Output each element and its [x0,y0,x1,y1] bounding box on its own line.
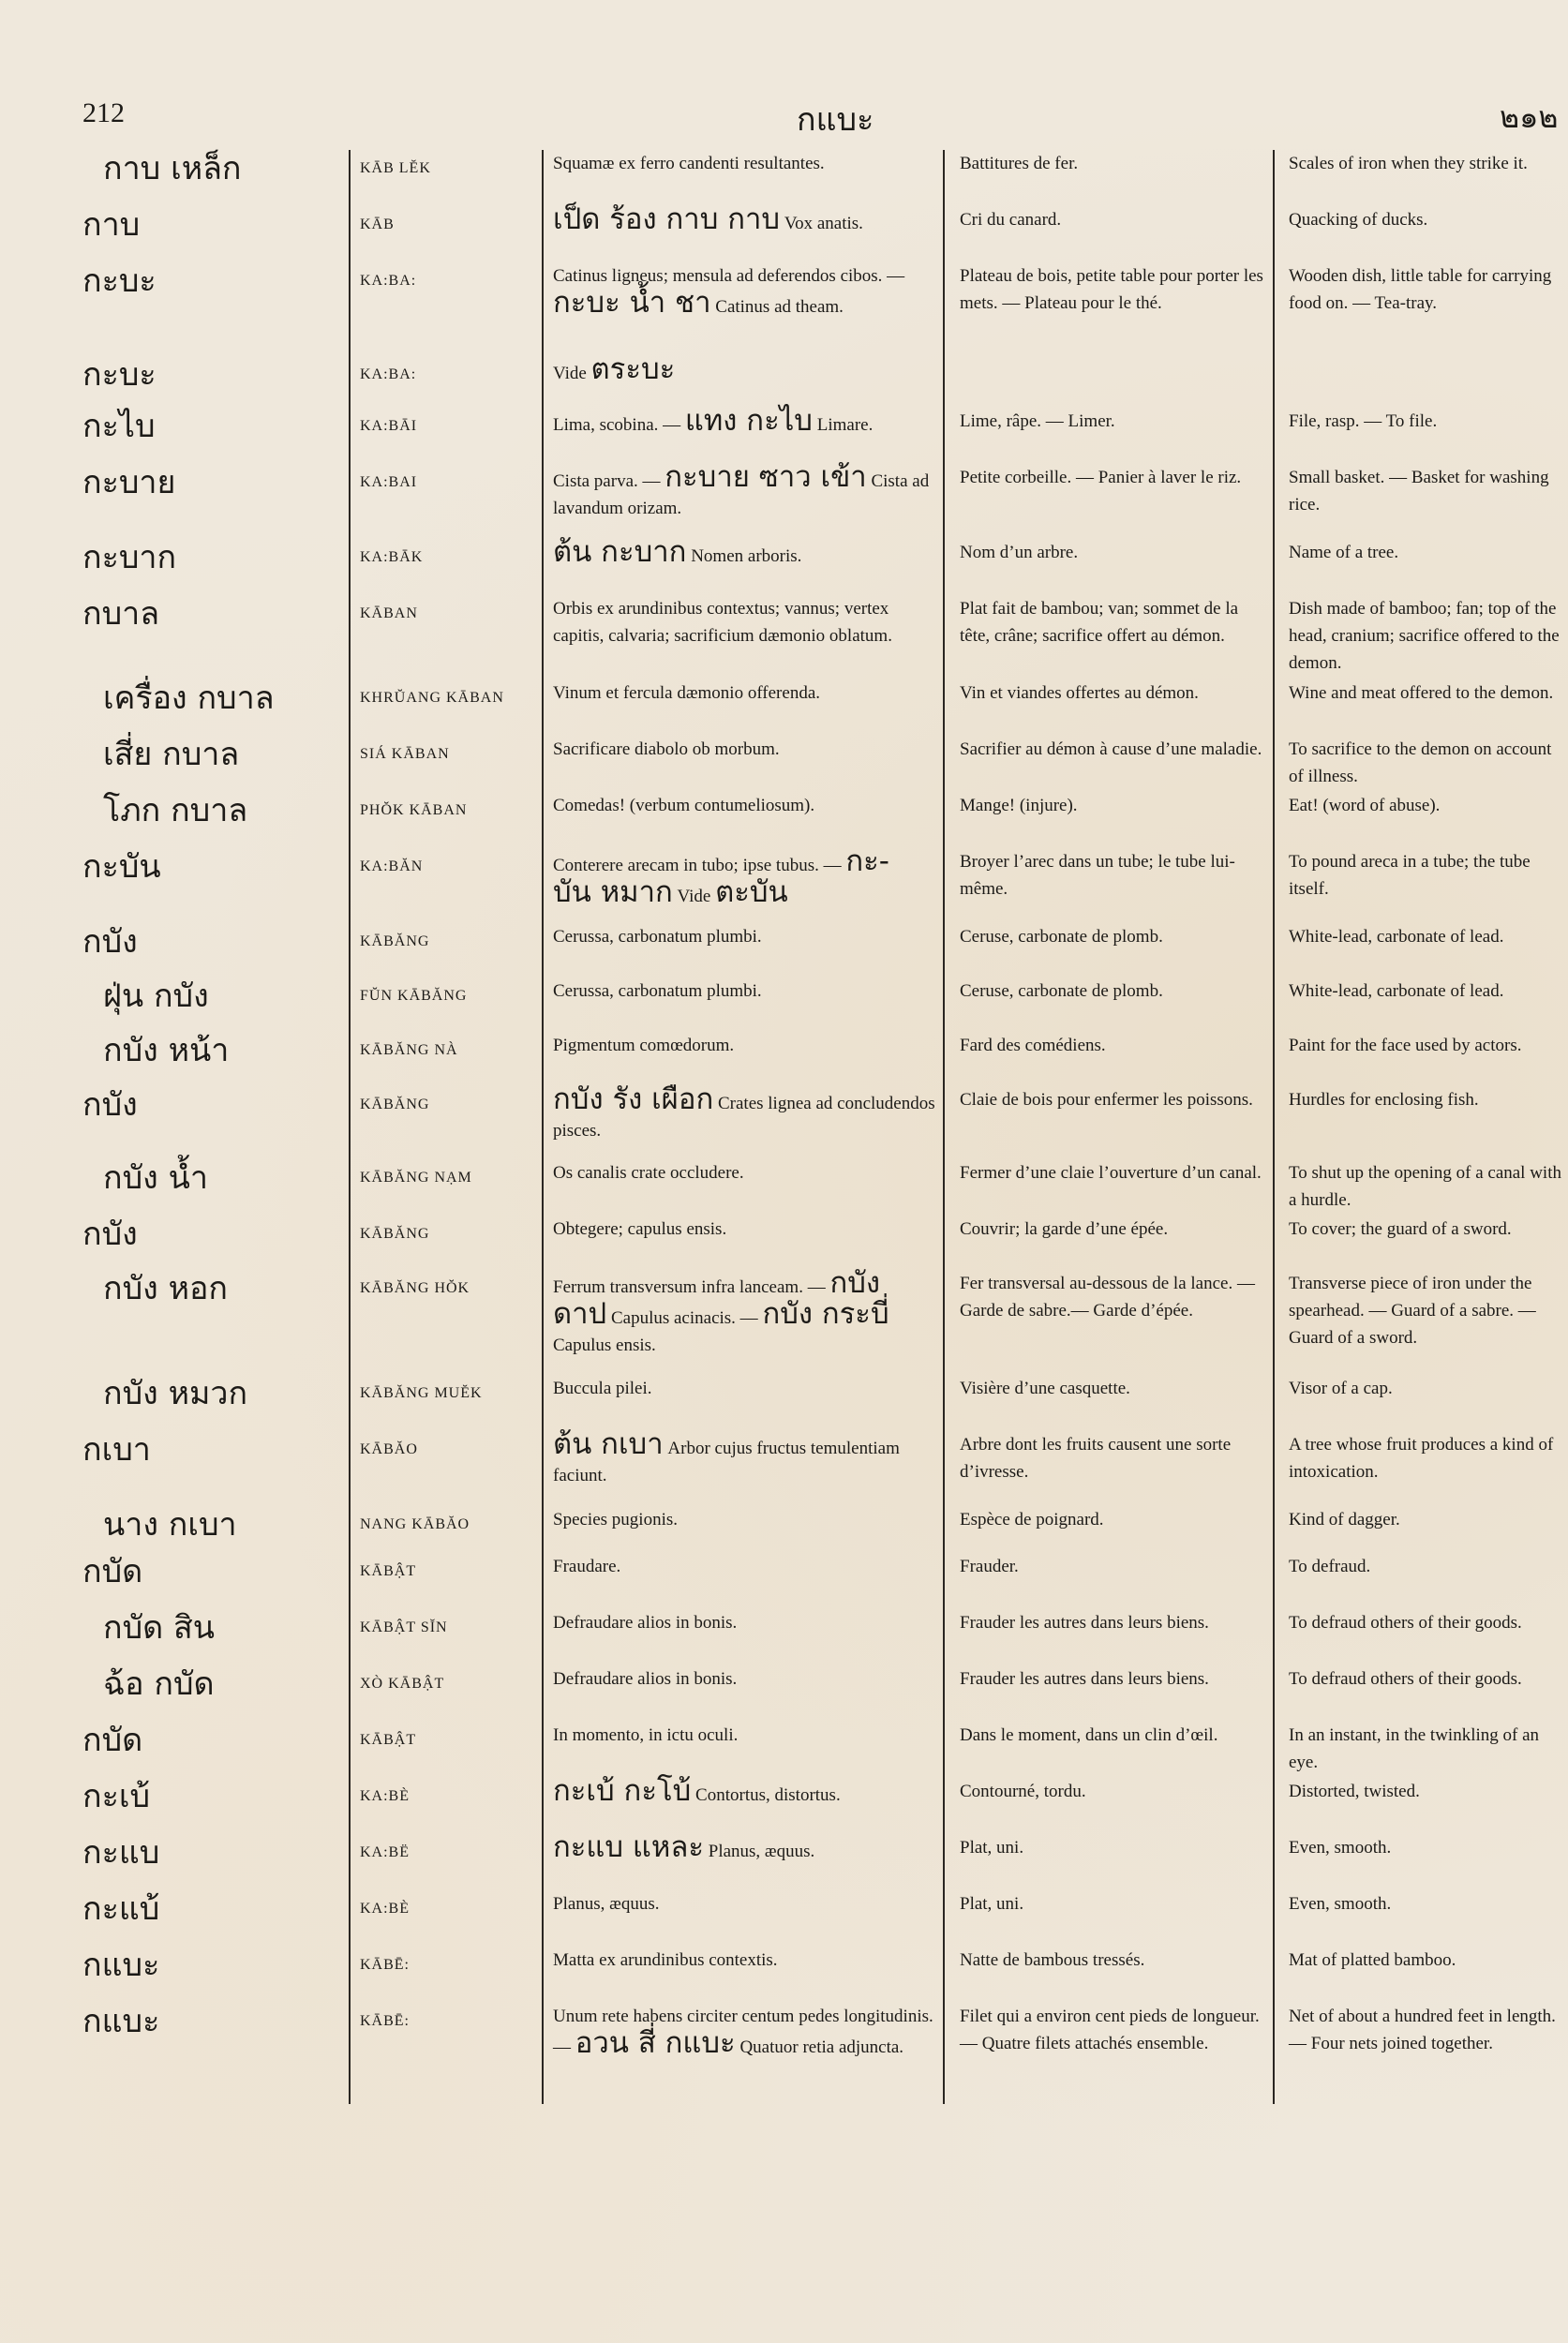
thai-headword: เสี่ย กบาล [103,736,240,773]
french-definition: Petite corbeille. — Panier à laver le riz. [960,468,1242,487]
inline-thai: กบัง กระบี่ [762,1297,889,1331]
thai-headword: กบัด [82,1722,143,1759]
latin-definition [553,679,939,707]
transliteration: KĀBĒ: [360,2013,410,2029]
french-definition: Dans le moment, dans un clin d’œil. [960,1725,1218,1745]
latin-text: Comedas! (verbum contumeliosum). [553,796,815,815]
latin-text: Limare. [816,415,874,435]
latin-definition [553,2003,939,2061]
thai-headword: กาบ [82,206,141,244]
latin-text: Cista ad lavandum orizam. [553,471,930,518]
french-definition: Plateau de bois, petite table pour porter les mets. — Plateau pour le thé. [960,266,1263,313]
french-definition: Visière d’une casquette. [960,1379,1130,1398]
french-definition: Plat, uni. [960,1838,1024,1858]
latin-text: Conterere arecam in tubo; ipse tubus. — [553,856,842,875]
inline-thai: กะบาย ซาว เข้า [665,460,867,494]
inline-thai: กะเบ้ กะโบ้ [553,1774,692,1808]
thai-headword: ฝุ่น กบัง [103,977,209,1015]
english-definition: Wooden dish, little table for carrying food on. — Tea-tray. [1289,266,1552,313]
latin-text: Obtegere; capulus ensis. [553,1219,727,1239]
english-definition: To sacrifice to the demon on account of illness. [1289,739,1552,786]
french-definition: Couvrir; la garde d’une épée. [960,1219,1169,1239]
latin-definition [553,1609,939,1636]
latin-definition [553,1774,939,1809]
latin-definition [553,352,939,387]
transliteration: KĀBĂNG HŎK [360,1280,470,1296]
latin-text: Cista parva. — [553,471,661,491]
english-definition: Paint for the face used by actors. [1289,1036,1522,1055]
french-definition: Contourné, tordu. [960,1782,1086,1801]
transliteration: XÒ KĀBẬT [360,1676,445,1692]
latin-text: Matta ex arundinibus contextis. [553,1950,778,1970]
latin-definition [553,595,939,649]
latin-text: Cerussa, carbonatum plumbi. [553,927,762,947]
inline-thai: แทง กะไบ [684,404,813,438]
transliteration: KĀBĂNG [360,1097,430,1112]
latin-text: Nomen arboris. [691,546,802,566]
latin-definition [553,1216,939,1243]
thai-headword: กะแบ้ [82,1890,160,1928]
transliteration: KĀBĂNG NẠM [360,1170,472,1186]
transliteration: KA:BË [360,1844,410,1860]
inline-thai: เป็ด ร้อง กาบ กาบ [553,202,781,236]
french-definition: Frauder les autres dans leurs biens. [960,1669,1209,1689]
transliteration: PHŎK KĀBAN [360,802,468,818]
english-definition: To cover; the guard of a sword. [1289,1219,1512,1239]
inline-thai: ตระบะ [590,352,676,386]
transliteration: KĀBĂNG [360,933,430,949]
latin-text: Pigmentum comœdorum. [553,1036,735,1055]
thai-headword: กแบะ [82,1947,160,1984]
french-definition: Sacrifier au démon à cause d’une maladie. [960,739,1262,759]
english-definition: A tree whose fruit produces a kind of intoxication. [1289,1435,1554,1482]
french-definition: Fermer d’une claie l’ouverture d’un canal. [960,1163,1262,1183]
english-definition: Hurdles for enclosing fish. [1289,1090,1479,1110]
latin-definition [553,1375,939,1402]
french-definition: Vin et viandes offertes au démon. [960,683,1199,703]
latin-text: Defraudare alios in bonis. [553,1613,738,1633]
english-definition: Even, smooth. [1289,1894,1392,1914]
transliteration: KĀBĂNG NÀ [360,1042,458,1058]
french-definition: Cri du canard. [960,210,1062,230]
thai-headword: กบัง [82,1086,138,1124]
transliteration: KĀBĂNG MUĔK [360,1385,483,1401]
latin-text: Species pugionis. [553,1510,678,1530]
latin-definition [553,736,939,763]
latin-text: Ferrum transversum infra lanceam. — [553,1277,826,1297]
french-definition: Arbre dont les fruits causent une sorte d’ivresse. [960,1435,1232,1482]
transliteration: KĀBĒ: [360,1957,410,1973]
french-definition: Plat, uni. [960,1894,1024,1914]
english-definition: Even, smooth. [1289,1838,1392,1858]
latin-definition [553,1830,939,1865]
transliteration: KĀBẬT SĬN [360,1619,448,1635]
inline-thai: อวน สี่ กแบะ [575,2026,736,2060]
inline-thai: ต้น กะบาก [553,535,687,569]
inline-thai: กบัง รัง เผือก [553,1082,714,1116]
english-definition: Quacking of ducks. [1289,210,1428,230]
transliteration: KA:BAI [360,474,418,490]
thai-headword: กะไบ [82,408,156,445]
transliteration: KĀBẬT [360,1563,417,1579]
english-definition: Name of a tree. [1289,543,1399,562]
english-definition: Small basket. — Basket for washing rice. [1289,468,1549,515]
latin-text: Catinus ligneus; mensula ad deferendos cibos. — [553,266,905,286]
page-number-left: 212 [82,97,125,128]
latin-text: Sacrificare diabolo ob morbum. [553,739,780,759]
english-definition: Eat! (word of abuse). [1289,796,1441,815]
english-definition: Visor of a cap. [1289,1379,1393,1398]
thai-headword: กแบะ [82,2003,160,2040]
inline-thai: กะบะ น้ำ ชา [553,286,711,320]
latin-definition [553,262,939,321]
latin-text: Capulus ensis. [553,1336,656,1355]
french-definition: Plat fait de bambou; van; sommet de la tête, crâne; sacrifice offert au démon. [960,599,1239,646]
latin-text: Catinus ad theam. [715,297,844,317]
latin-definition [553,1032,939,1059]
latin-definition [553,1553,939,1580]
latin-definition [553,1082,939,1144]
running-head: กแบะ [797,101,874,139]
transliteration: NANG KĀBĂO [360,1516,470,1532]
inline-thai: กะแบ แหละ [553,1830,704,1864]
thai-headword: โภก กบาล [103,792,248,829]
inline-thai: กะ- [845,844,889,878]
latin-text: Buccula pilei. [553,1379,652,1398]
latin-text: Os canalis crate occludere. [553,1163,744,1183]
english-definition: Kind of dagger. [1289,1510,1400,1530]
transliteration: FŬN KĀBĂNG [360,988,468,1004]
thai-headword: กบาล [82,595,160,633]
transliteration: KĀBẬT [360,1732,417,1748]
latin-definition [553,1427,939,1489]
english-definition: File, rasp. — To file. [1289,411,1438,431]
latin-text: Planus, æquus. [553,1894,660,1914]
french-definition: Frauder. [960,1557,1019,1576]
latin-text: Vide [677,887,711,906]
latin-text: Vide [553,364,587,383]
thai-headword: กะบะ [82,262,157,300]
inline-thai: ดาป [553,1297,607,1331]
thai-headword: กะบะ [82,356,157,394]
thai-headword: กบัง น้ำ [103,1159,208,1197]
english-definition: To defraud others of their goods. [1289,1669,1522,1689]
transliteration: KA:BĀI [360,418,418,434]
french-definition: Fard des comédiens. [960,1036,1106,1055]
thai-headword: ฉ้อ กบัด [103,1665,215,1703]
latin-definition [553,1947,939,1974]
french-definition: Fer transversal au-dessous de la lance. — Garde de sabre.— Garde d’épée. [960,1274,1255,1321]
latin-text: Planus, æquus. [708,1842,815,1861]
latin-text: Fraudare. [553,1557,621,1576]
french-definition: Ceruse, carbonate de plomb. [960,981,1163,1001]
french-definition: Lime, râpe. — Limer. [960,411,1115,431]
latin-definition [553,150,939,177]
thai-headword: กบัง [82,923,138,961]
thai-headword: กบัด [82,1553,143,1590]
thai-headword: กบัง หมวก [103,1375,248,1412]
inline-thai: ตะบัน [715,875,788,909]
latin-definition [553,1665,939,1693]
latin-text: Defraudare alios in bonis. [553,1669,738,1689]
transliteration: KĀBĂO [360,1441,418,1457]
latin-definition [553,923,939,950]
latin-definition [553,1159,939,1186]
english-definition: White-lead, carbonate of lead. [1289,927,1504,947]
english-definition: White-lead, carbonate of lead. [1289,981,1504,1001]
latin-text: Vinum et fercula dæmonio offerenda. [553,683,820,703]
page-number-right: ๒๑๒ [1500,99,1559,135]
english-definition: Distorted, twisted. [1289,1782,1420,1801]
latin-text: Capulus acinacis. — [610,1308,758,1328]
english-definition: Transverse piece of iron under the spearhead. — Guard of a sabre. — Guard of a sword. [1289,1274,1536,1348]
transliteration: KA:BÈ [360,1901,410,1917]
transliteration: KĀB [360,216,395,232]
french-definition: Frauder les autres dans leurs biens. [960,1613,1209,1633]
english-definition: In an instant, in the twinkling of an eye. [1289,1725,1540,1772]
thai-headword: กเบา [82,1431,151,1469]
thai-headword: กบัง หอก [103,1270,228,1307]
english-definition: Wine and meat offered to the demon. [1289,683,1554,703]
thai-headword: เครื่อง กบาล [103,679,275,717]
thai-headword: กะบาก [82,539,177,576]
thai-headword: นาง กเบา [103,1506,237,1544]
french-definition: Battitures de fer. [960,154,1079,173]
english-definition: Dish made of bamboo; fan; top of the head, cranium; sacrifice offered to the demon. [1289,599,1560,673]
thai-headword: กะบาย [82,464,176,501]
latin-text: Lima, scobina. — [553,415,681,435]
transliteration: SIÁ KĀBAN [360,746,450,762]
latin-text: Arbor cujus fructus temulentiam faciunt. [553,1439,900,1485]
english-definition: Scales of iron when they strike it. [1289,154,1528,173]
french-definition: Ceruse, carbonate de plomb. [960,927,1163,947]
thai-headword: กะบัน [82,848,161,886]
thai-headword: กาบ เหล็ก [103,150,242,187]
latin-text: In momento, in ictu oculi. [553,1725,739,1745]
transliteration: KĀBAN [360,605,418,621]
transliteration: KA:BĂN [360,858,424,874]
latin-definition [553,844,939,910]
latin-definition [553,535,939,570]
english-definition: To pound areca in a tube; the tube itself. [1289,852,1531,899]
english-definition: Mat of platted bamboo. [1289,1950,1456,1970]
inline-thai: บัน หมาก [553,875,673,909]
latin-text: Crates lignea ad concludendos pisces. [553,1094,935,1141]
french-definition: Espèce de poignard. [960,1510,1104,1530]
latin-definition [553,404,939,439]
latin-definition [553,460,939,522]
english-definition: To defraud others of their goods. [1289,1613,1522,1633]
latin-text: Orbis ex arundinibus contextus; vannus; vertex capitis, calvaria; sacrificium dæmonio oblatum. [553,599,892,646]
latin-text: Squamæ ex ferro candenti resultantes. [553,154,825,173]
transliteration: KHRŬANG KĀBAN [360,690,504,706]
thai-headword: กะแบ [82,1834,160,1872]
transliteration: KA:BA: [360,366,417,382]
latin-definition [553,977,939,1005]
latin-text: Vox anatis. [784,214,863,233]
transliteration: KA:BĀK [360,549,424,565]
thai-headword: กะเบ้ [82,1778,151,1815]
french-definition: Natte de bambous tressés. [960,1950,1145,1970]
inline-thai: กบัง [829,1266,881,1300]
latin-definition [553,1890,939,1918]
transliteration: KĀB LĔK [360,160,431,176]
english-definition: To shut up the opening of a canal with a hurdle. [1289,1163,1561,1210]
latin-definition [553,792,939,819]
transliteration: KA:BA: [360,273,417,289]
thai-headword: กบัง [82,1216,138,1253]
french-definition: Nom d’un arbre. [960,543,1079,562]
thai-headword: กบัด สิน [103,1609,216,1647]
latin-definition [553,1722,939,1749]
latin-definition [553,1506,939,1533]
english-definition: Net of about a hundred feet in length. — Four nets joined together. [1289,2007,1556,2053]
latin-definition [553,202,939,237]
latin-text: Contortus, distortus. [695,1785,841,1805]
latin-text: Unum rete habens circiter centum pedes longitudinis. — [553,2007,933,2057]
latin-definition [553,1266,939,1359]
french-definition: Mange! (injure). [960,796,1078,815]
latin-text: Quatuor retia adjuncta. [739,2037,904,2057]
thai-headword: กบัง หน้า [103,1032,230,1069]
transliteration: KĀBĂNG [360,1226,430,1242]
french-definition: Filet qui a environ cent pieds de longueur. — Quatre filets attachés ensemble. [960,2007,1260,2053]
french-definition: Broyer l’arec dans un tube; le tube lui-même. [960,852,1235,899]
latin-text: Cerussa, carbonatum plumbi. [553,981,762,1001]
french-definition: Claie de bois pour enfermer les poissons. [960,1090,1253,1110]
english-definition: To defraud. [1289,1557,1371,1576]
transliteration: KA:BÈ [360,1788,410,1804]
inline-thai: ต้น กเบา [553,1427,664,1461]
